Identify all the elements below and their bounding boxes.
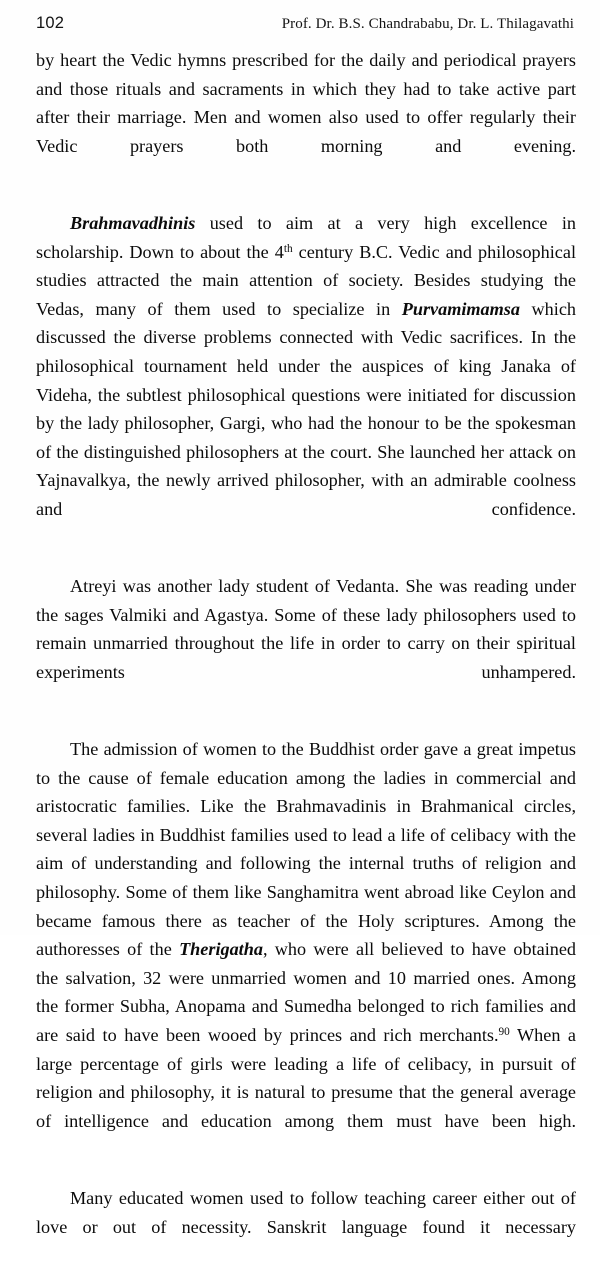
paragraph-text: Atreyi was another lady student of Vedanta. She was reading under the sages Valmiki and Agastya. Some of these lady philosophers used to remain unmarried throughout the life in order to carry on their spiritual experiments unhampered. — [36, 576, 576, 682]
paragraph-segment-2: century B.C. Vedic and philosophical studies attracted the main attention of society. Besides studying the Vedas, many of them used to specialize in — [36, 241, 576, 319]
paragraph-segment-1: The admission of women to the Buddhist order gave a great impetus to the cause of female education among the ladies in commercial and aristocratic families. Like the Brahmavadinis in Brahmanical circles, several ladies in Buddhist families used to lead a life of celibacy with the aim of understanding and following the internal truths of religion and philosophy. Some of them like Sanghamitra went abroad like Ceylon and became famous there as teacher of the Holy scriptures. Among the authoresses of the — [36, 739, 576, 960]
paragraph-atreyi — [36, 572, 576, 715]
paragraph-segment-2: , who were all believed to have obtained the salvation, 32 were unmarried women and 10 married ones. Among the former Subha, Anopama and Sumedha belonged to rich families and are said to have been wooed by princes and rich merchants. — [36, 939, 577, 1045]
paragraph-educated-women — [36, 1184, 576, 1270]
paragraph-continuation — [36, 46, 576, 189]
page-number: 102 — [36, 14, 65, 32]
term-purvamimamsa: Purvamimamsa — [401, 298, 520, 319]
body-text-block — [36, 46, 576, 1270]
paragraph-segment-3: When a large percentage of girls were leading a life of celibacy, in pursuit of religion and philosophy, it is natural to presume that the general average of intelligence and education among them must have been high. — [36, 1025, 577, 1131]
paragraph-buddhist-order — [36, 735, 576, 1164]
paragraph-text: by heart the Vedic hymns prescribed for the daily and periodical prayers and those rituals and sacraments in which they had to take active part after their marriage. Men and women also used to offer regularly their Vedic prayers both morning and evening. — [36, 50, 576, 156]
paragraph-segment-3: which discussed the diverse problems connected with Vedic sacrifices. In the philosophical tournament held under the auspices of king Janaka of Videha, the subtlest philosophical questions were initiated for discussion by the lady philosopher, Gargi, who had the honour to be the spokesman of the distinguished philosophers at the court. She launched her attack on Yajnavalkya, the newly arrived philosopher, with an admirable coolness and confidence. — [36, 298, 576, 519]
ordinal-superscript: th — [283, 242, 293, 255]
paragraph-segment-1: used to aim at a very high excellence in scholarship. Down to about the 4 — [36, 212, 576, 262]
paragraph-brahmavadhinis — [36, 209, 576, 552]
running-head — [36, 14, 574, 36]
paragraph-text: Many educated women used to follow teaching career either out of love or out of necessity. Sanskrit language found it necessary — [36, 1187, 576, 1237]
term-therigatha: Therigatha — [179, 939, 263, 960]
footnote-reference-marker: 90 — [498, 1026, 510, 1039]
term-brahmavadhinis: Brahmavadhinis — [70, 212, 196, 233]
running-head-authors: Prof. Dr. B.S. Chandrababu, Dr. L. Thilagavathi — [281, 16, 574, 32]
